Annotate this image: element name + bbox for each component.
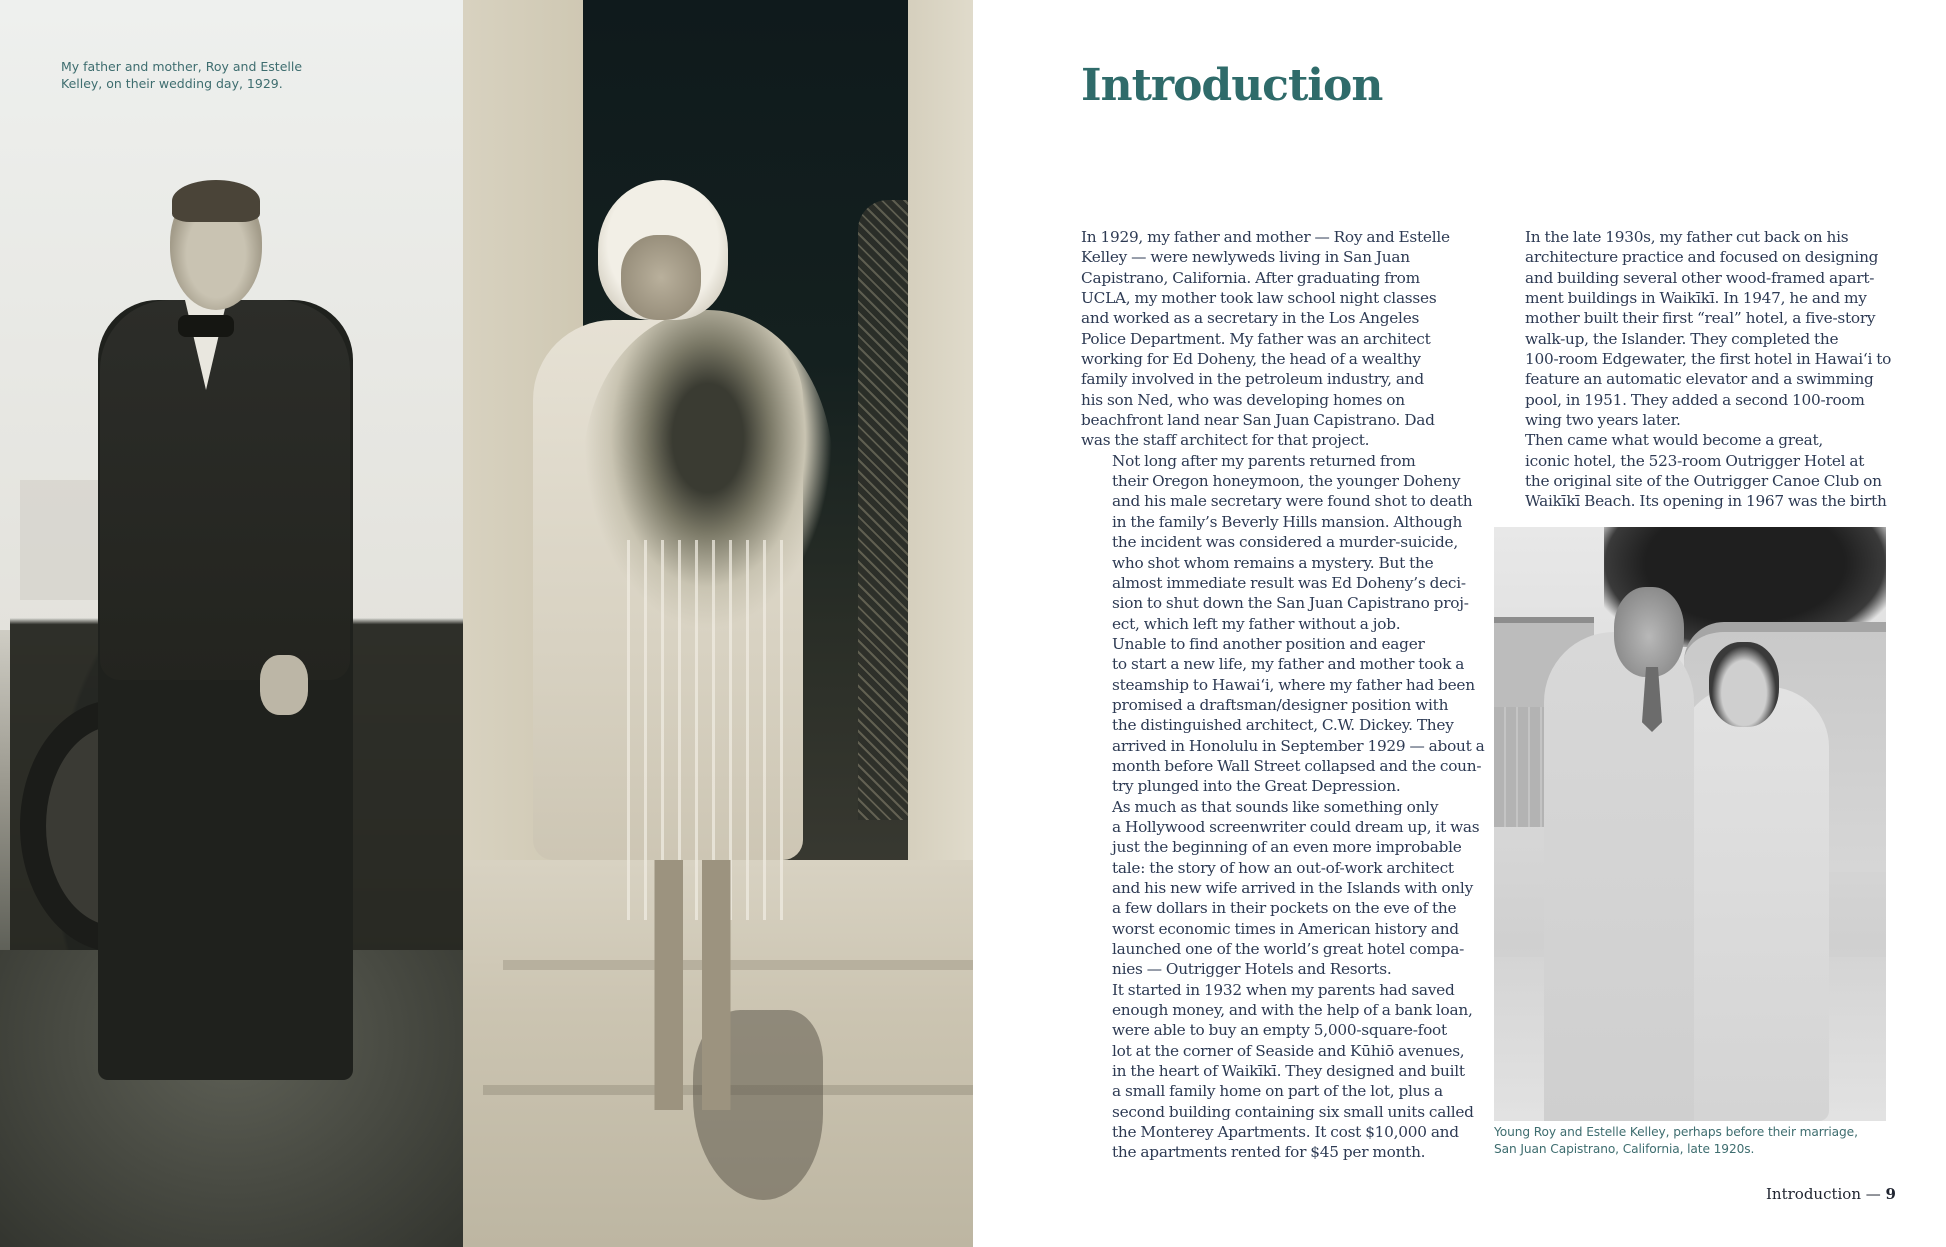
body-paragraph (1081, 634, 1493, 797)
text-line: Police Department. My father was an architect (1081, 329, 1431, 348)
text-line: worst economic times in American history and (1112, 919, 1459, 938)
text-line: their Oregon honeymoon, the younger Doheny (1112, 472, 1461, 491)
text-line: lot at the corner of Seaside and Kūhiō avenues, (1112, 1041, 1465, 1060)
text-line: launched one of the world’s great hotel compa- (1112, 940, 1465, 959)
text-line: were able to buy an empty 5,000-square-foot (1112, 1021, 1447, 1040)
text-line: steamship to Hawai‘i, where my father had been (1112, 675, 1475, 694)
text-line: working for Ed Doheny, the head of a wealthy (1081, 350, 1421, 369)
text-line: mother built their first “real” hotel, a five-story (1525, 309, 1876, 328)
photo-man-face (1614, 587, 1684, 677)
text-line: his son Ned, who was developing homes on (1081, 390, 1405, 409)
text-line: a few dollars in their pockets on the eve of the (1112, 899, 1457, 918)
bride-photo (463, 0, 973, 1247)
text-line: was the staff architect for that project. (1081, 431, 1370, 450)
text-line: architecture practice and focused on designing (1525, 248, 1879, 267)
caption-line: Kelley, on their wedding day, 1929. (61, 76, 283, 91)
text-line: tale: the story of how an out-of-work architect (1112, 858, 1454, 877)
text-line: in the family’s Beverly Hills mansion. Although (1112, 512, 1463, 531)
text-line: the incident was considered a murder-suicide, (1112, 533, 1458, 552)
photo-groom-bowtie (178, 315, 234, 337)
text-line: Not long after my parents returned from (1112, 451, 1416, 470)
text-line: iconic hotel, the 523-room Outrigger Hotel at (1525, 451, 1865, 470)
text-line: Unable to find another position and eager (1112, 634, 1425, 653)
photo-window-grill (858, 200, 908, 820)
text-line: to start a new life, my father and mother took a (1112, 655, 1465, 674)
text-line: Waikīkī Beach. Its opening in 1967 was the birth (1525, 492, 1887, 511)
text-line: in the heart of Waikīkī. They designed and built (1112, 1062, 1465, 1081)
photo-bride-legs (645, 860, 740, 1110)
text-line: a Hollywood screenwriter could dream up, it was (1112, 817, 1480, 836)
photo-groom-hand (260, 655, 308, 715)
text-line: beachfront land near San Juan Capistrano. Dad (1081, 411, 1435, 430)
body-paragraph (1081, 227, 1493, 451)
photo-woman-figure (1679, 687, 1829, 1121)
text-line: almost immediate result was Ed Doheny’s deci- (1112, 573, 1466, 592)
photo-groom-jacket (100, 300, 350, 680)
photo-man-figure (1544, 632, 1694, 1121)
text-line: family involved in the petroleum industry, and (1081, 370, 1424, 389)
photo-woman-face (1709, 642, 1779, 727)
text-line: In the late 1930s, my father cut back on his (1525, 228, 1849, 246)
footer-section: Introduction (1766, 1185, 1861, 1203)
text-line: walk-up, the Islander. They completed the (1525, 329, 1839, 348)
text-line: the distinguished architect, C.W. Dickey. They (1112, 716, 1454, 735)
text-line: pool, in 1951. They added a second 100-room (1525, 390, 1865, 409)
text-line: UCLA, my mother took law school night classes (1081, 289, 1437, 308)
body-paragraph (1081, 797, 1493, 980)
text-line: 100-room Edgewater, the first hotel in Hawai‘i to (1525, 350, 1892, 369)
text-line: ect, which left my father without a job. (1112, 614, 1401, 633)
caption-line: My father and mother, Roy and Estelle (61, 59, 303, 74)
text-line: the apartments rented for $45 per month. (1112, 1143, 1426, 1162)
text-column-right (1494, 227, 1892, 512)
text-line: promised a draftsman/designer position with (1112, 695, 1449, 714)
text-line: and his male secretary were found shot to death (1112, 492, 1473, 511)
text-line: who shot whom remains a mystery. But the (1112, 553, 1434, 572)
footer-separator: — (1861, 1185, 1886, 1203)
groom-photo (0, 0, 463, 1247)
text-line: a small family home on part of the lot, plus a (1112, 1082, 1443, 1101)
body-paragraph (1494, 430, 1889, 511)
couple-photo (1494, 527, 1886, 1121)
wedding-photo-caption (61, 58, 321, 92)
body-paragraph (1494, 227, 1892, 430)
text-line: wing two years later. (1525, 411, 1681, 430)
text-line: and his new wife arrived in the Islands with only (1112, 879, 1473, 897)
text-line: Then came what would become a great, (1525, 431, 1824, 450)
text-line: just the beginning of an even more improbable (1112, 838, 1462, 857)
text-line: and building several other wood-framed apart- (1525, 268, 1875, 287)
text-line: nies — Outrigger Hotels and Resorts. (1112, 960, 1392, 979)
text-line: enough money, and with the help of a bank loan, (1112, 1001, 1473, 1020)
text-line: It started in 1932 when my parents had saved (1112, 980, 1455, 999)
text-line: arrived in Honolulu in September 1929 — about a (1112, 736, 1485, 755)
couple-photo-caption (1494, 1124, 1894, 1158)
page-title: Introduction (1081, 60, 1383, 111)
page-number: 9 (1885, 1185, 1896, 1203)
text-line: feature an automatic elevator and a swimming (1525, 370, 1874, 389)
body-paragraph (1081, 451, 1493, 634)
text-line: and worked as a secretary in the Los Angeles (1081, 309, 1420, 328)
text-line: sion to shut down the San Juan Capistrano proj- (1112, 594, 1469, 613)
text-line: In 1929, my father and mother — Roy and Estelle (1081, 228, 1450, 246)
caption-line: Young Roy and Estelle Kelley, perhaps before their marriage, (1494, 1125, 1858, 1139)
body-paragraph (1081, 980, 1493, 1163)
text-line: second building containing six small units called (1112, 1102, 1474, 1121)
text-line: Capistrano, California. After graduating from (1081, 268, 1420, 287)
text-line: the Monterey Apartments. It cost $10,000 and (1112, 1123, 1459, 1142)
text-column-left (1081, 227, 1493, 1163)
text-line: As much as that sounds like something only (1112, 797, 1439, 816)
page-footer (1766, 1185, 1896, 1203)
photo-groom-hair (172, 180, 260, 222)
text-line: month before Wall Street collapsed and the coun- (1112, 756, 1482, 775)
text-line: try plunged into the Great Depression. (1112, 777, 1401, 796)
text-line: ment buildings in Waikīkī. In 1947, he and my (1525, 289, 1867, 308)
text-line: Kelley — were newlyweds living in San Juan (1081, 248, 1410, 267)
caption-line: San Juan Capistrano, California, late 1920s. (1494, 1142, 1755, 1156)
photo-bride-face (621, 235, 701, 320)
text-line: the original site of the Outrigger Canoe Club on (1525, 472, 1882, 491)
